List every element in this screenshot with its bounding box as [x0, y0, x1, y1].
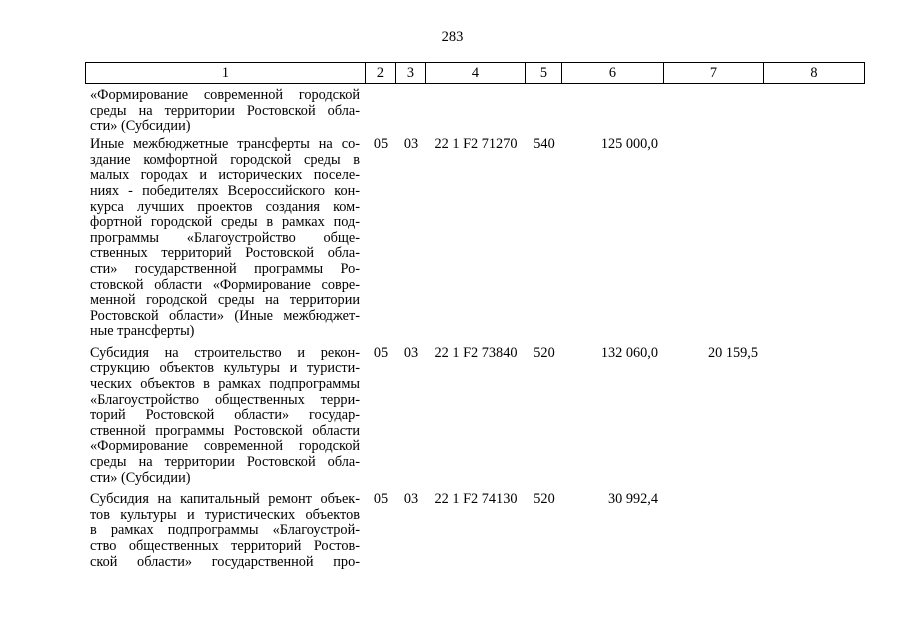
value-cell-col2: 05	[373, 136, 389, 153]
header-cell-2: 2	[366, 63, 396, 83]
description-line: «Благоустройство общественных терри-	[90, 392, 360, 408]
value-cell-col4	[426, 88, 526, 104]
description-cell	[85, 346, 366, 486]
table-header	[85, 62, 865, 84]
description-line: программы «Благоустройство обще-	[90, 230, 360, 246]
description-line: курса лучших проектов создания ком-	[90, 199, 360, 215]
value-cell-col6: 125 000,0	[600, 136, 658, 153]
header-cell-8: 8	[764, 63, 865, 83]
description-line: «Формирование современной городской	[90, 439, 360, 455]
value-cell-col8	[764, 492, 865, 508]
description-line: сти» государственной программы Ро-	[90, 261, 360, 277]
value-cell-col5: 520	[533, 344, 555, 361]
table-row	[85, 84, 865, 135]
description-line: менной городской среды на территории	[90, 293, 360, 309]
description-line: сти» (Субсидии)	[90, 470, 191, 486]
description-line: в рамках подпрограммы «Благоустрой-	[90, 523, 360, 539]
value-cell-col2: 05	[373, 491, 389, 508]
description-line: Иные межбюджетные трансферты на со-	[90, 137, 360, 153]
value-cell-col3	[396, 88, 426, 104]
table-row	[85, 346, 865, 486]
description-line: Субсидия на строительство и рекон-	[90, 345, 360, 361]
value-cell-col4: 22 1 F2 74130	[434, 491, 518, 508]
table-row	[85, 137, 865, 340]
page-number: 283	[441, 29, 464, 45]
description-line: Ростовской области» (Иные межбюджет-	[90, 308, 360, 324]
value-cell-col7	[664, 137, 764, 153]
description-cell	[85, 492, 366, 570]
description-cell	[85, 137, 366, 340]
description-line: среды на территории Ростовской обла-	[90, 455, 360, 471]
value-cell-col6: 30 992,4	[607, 491, 658, 508]
value-cell-col4: 22 1 F2 73840	[434, 344, 518, 361]
description-line: струкцию объектов культуры и туристи-	[90, 361, 360, 377]
value-cell-col7	[664, 88, 764, 104]
value-cell-col3: 03	[403, 136, 419, 153]
description-line: ственных территорий Ростовской обла-	[90, 246, 360, 262]
header-cell-7: 7	[664, 63, 764, 83]
value-cell-col3: 03	[403, 344, 419, 361]
description-cell	[85, 88, 366, 135]
description-line: здание комфортной городской среды в	[90, 152, 360, 168]
value-cell-col6: 132 060,0	[600, 344, 658, 361]
description-line: ческих объектов в рамках подпрограммы	[90, 377, 360, 393]
header-cell-3: 3	[396, 63, 426, 83]
table-row	[85, 492, 865, 570]
description-line: ской области» государственной про-	[90, 554, 360, 570]
value-cell-col5: 540	[533, 136, 555, 153]
description-line: ниях - победителях Всероссийского кон-	[90, 183, 360, 199]
description-line: Субсидия на капитальный ремонт объек-	[90, 492, 360, 508]
value-cell-col8	[764, 137, 865, 153]
description-line: малых городах и исторических поселе-	[90, 168, 360, 184]
description-line: ственной программы Ростовской области	[90, 423, 360, 439]
header-cell-4: 4	[426, 63, 526, 83]
value-cell-col7	[664, 492, 764, 508]
value-cell-col7: 20 159,5	[707, 344, 758, 361]
header-cell-5: 5	[526, 63, 562, 83]
description-line: ство общественных территорий Ростов-	[90, 539, 360, 555]
description-line: фортной городской среды в рамках под-	[90, 215, 360, 231]
description-line: тов культуры и туристических объектов	[90, 507, 360, 523]
header-cell-1: 1	[85, 63, 366, 83]
value-cell-col2	[366, 88, 396, 104]
description-line: ные трансферты)	[90, 324, 195, 340]
description-line: стовской области «Формирование совре-	[90, 277, 360, 293]
value-cell-col4: 22 1 F2 71270	[434, 136, 518, 153]
value-cell-col3: 03	[403, 491, 419, 508]
value-cell-col5	[526, 88, 562, 104]
description-line: «Формирование современной городской	[90, 88, 360, 103]
table-body	[85, 84, 865, 570]
description-line: торий Ростовской области» государ-	[90, 408, 360, 424]
header-cell-6: 6	[562, 63, 664, 83]
description-line: сти» (Субсидии)	[90, 119, 191, 135]
value-cell-col6	[562, 88, 664, 104]
description-line: среды на территории Ростовской обла-	[90, 103, 360, 119]
budget-table	[85, 62, 865, 576]
value-cell-col2: 05	[373, 344, 389, 361]
value-cell-col8	[764, 88, 865, 104]
value-cell-col5: 520	[533, 491, 555, 508]
value-cell-col8	[764, 346, 865, 362]
